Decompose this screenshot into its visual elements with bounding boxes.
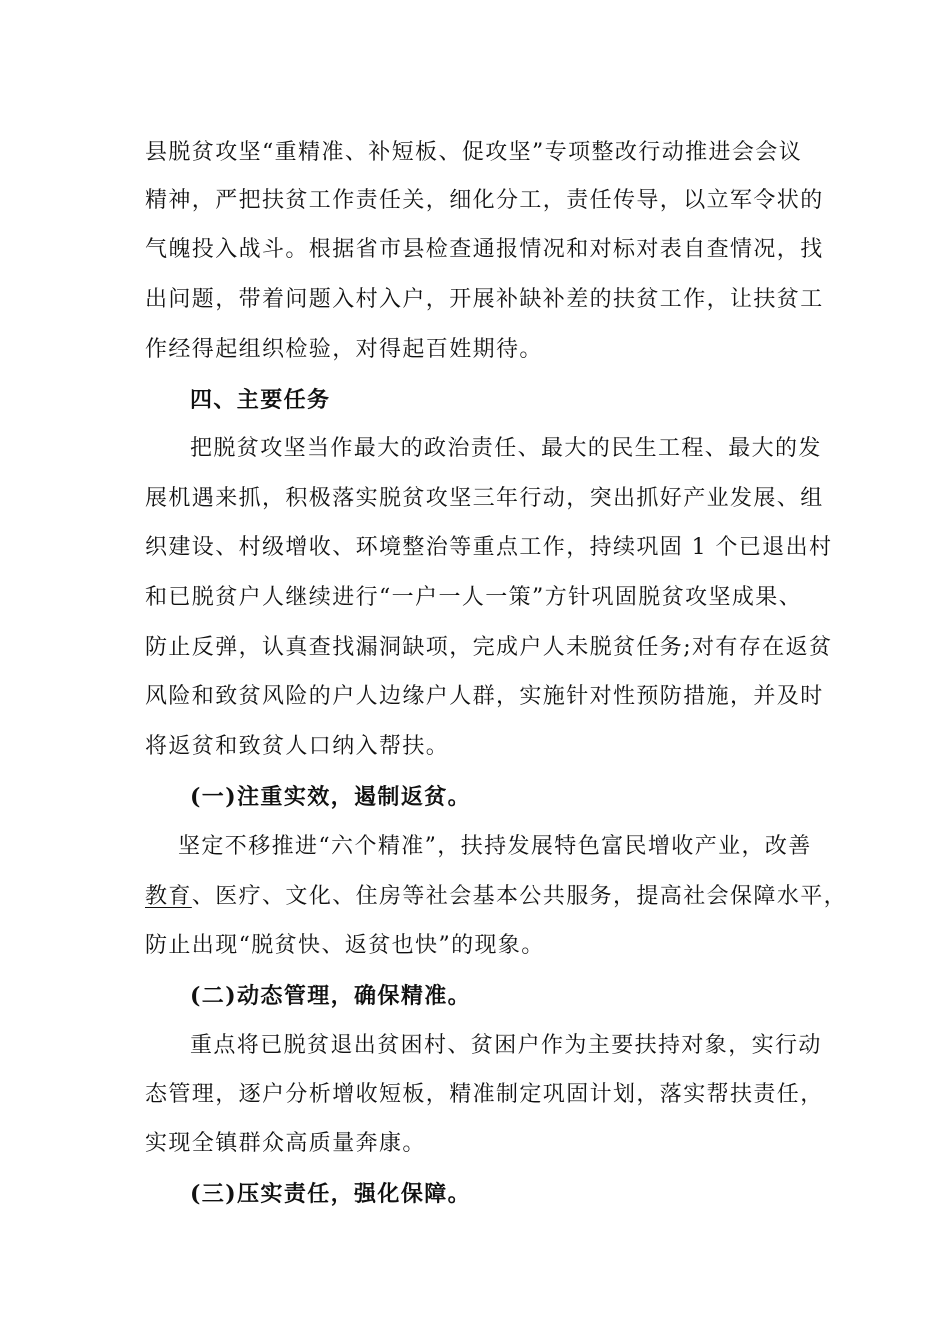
paragraph-line: 态管理，逐户分析增收短板，精准制定巩固计划，落实帮扶责任， (145, 1082, 824, 1107)
paragraph-line: 重点将已脱贫退出贫困村、贫困户作为主要扶持对象，实行动 (190, 1033, 822, 1058)
paragraph-line: 防止出现“脱贫快、返贫也快”的现象。 (145, 933, 545, 958)
paragraph-line: 风险和致贫风险的户人边缘户人群，实施针对性预防措施，并及时 (145, 684, 824, 709)
paragraph-line: 展机遇来抓，积极落实脱贫攻坚三年行动，突出抓好产业发展、组 (145, 486, 824, 511)
paragraph-text: 、医疗、文化、住房等社会基本公共服务，提高社会保障水平， (191, 884, 848, 909)
link-education[interactable]: 教育 (145, 884, 192, 909)
paragraph-line: 出问题，带着问题入村入户，开展补缺补差的扶贫工作，让扶贫工 (145, 287, 824, 312)
paragraph-line: 作经得起组织检验，对得起百姓期待。 (145, 337, 543, 362)
paragraph-line: 把脱贫攻坚当作最大的政治责任、最大的民生工程、最大的发 (190, 436, 822, 461)
paragraph-line: 坚定不移推进“六个精准”，扶持发展特色富民增收产业，改善 (178, 834, 812, 859)
paragraph-line: 将返贫和致贫人口纳入帮扶。 (145, 734, 450, 759)
paragraph-line: 防止反弹，认真查找漏洞缺项，完成户人未脱贫任务;对有存在返贫 (145, 635, 833, 660)
paragraph-line (145, 882, 847, 912)
paragraph-line: 县脱贫攻坚“重精准、补短板、促攻坚”专项整改行动推进会会议 (145, 140, 803, 165)
paragraph-line: 实现全镇群众高质量奔康。 (145, 1131, 426, 1156)
paragraph-line: 气魄投入战斗。根据省市县检查通报情况和对标对表自查情况，找 (145, 237, 824, 262)
paragraph-line: 和已脱贫户人继续进行“一户一人一策”方针巩固脱贫攻坚成果、 (145, 585, 803, 610)
section-heading: 四、主要任务 (190, 387, 331, 413)
paragraph-line: 精神，严把扶贫工作责任关，细化分工，责任传导，以立军令状的 (145, 188, 824, 213)
subsection-heading: (二)动态管理，确保精准。 (190, 983, 472, 1009)
subsection-heading: (三)压实责任，强化保障。 (190, 1181, 472, 1207)
paragraph-line: 织建设、村级增收、环境整治等重点工作，持续巩固 1 个已退出村 (145, 535, 833, 560)
subsection-heading: (一)注重实效，遏制返贫。 (190, 784, 472, 810)
